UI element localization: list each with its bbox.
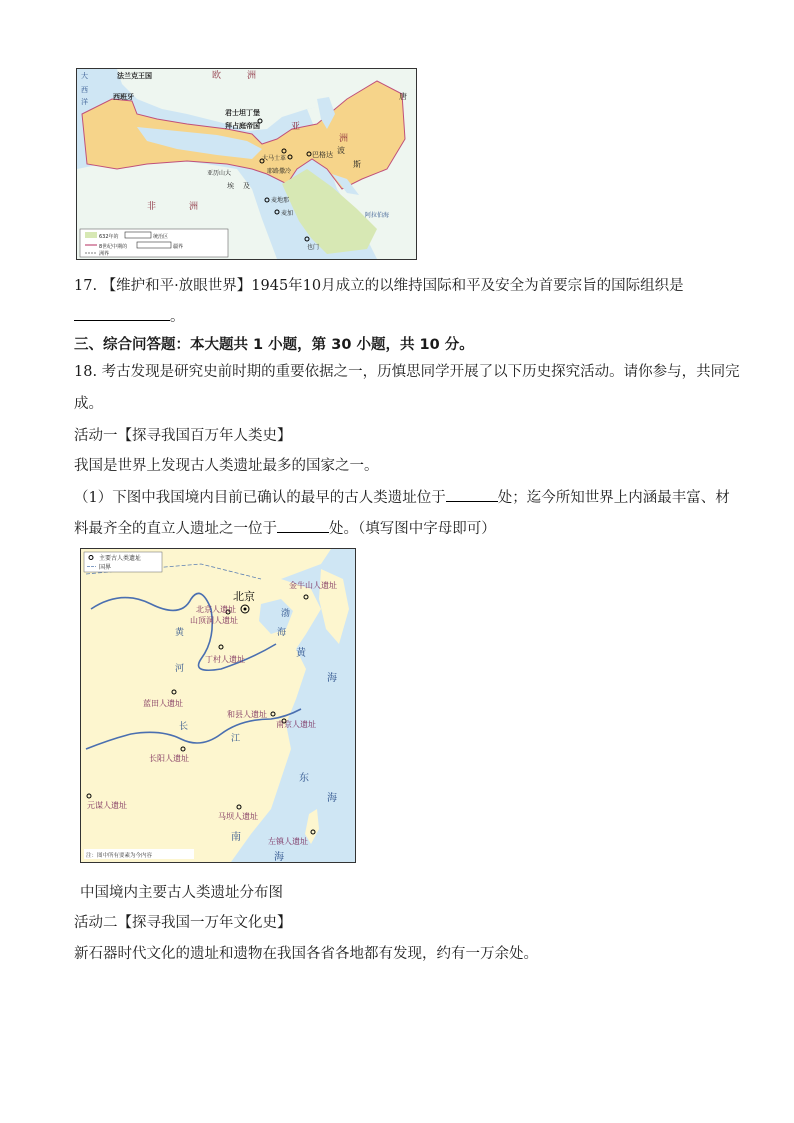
china-sites-map: [80, 548, 356, 863]
q17-end: 。: [170, 309, 185, 325]
legend-row2-suffix: 疆界: [173, 244, 184, 250]
q17-answer-line: [74, 306, 185, 327]
label-da: 大: [81, 72, 88, 80]
question-18-line1: [74, 362, 740, 382]
q17-text: 【维护和平·放眼世界】1945年10月成立的以维持国际和平及安全为首要宗旨的国际组织是: [101, 278, 684, 294]
sub1-part4: 处。（填写图中字母即可）: [329, 521, 496, 537]
map-caption: 中国境内主要古人类遗址分布图: [80, 885, 283, 901]
label-hexian: 和县人遗址: [227, 710, 267, 719]
label-zhou-asia: 洲: [339, 134, 349, 144]
label-ou: 欧: [212, 71, 222, 81]
label-beijing: 北京: [233, 590, 255, 603]
sub-question-1-cont: [74, 518, 496, 539]
label-yuanmou: 元谋人遗址: [87, 801, 127, 810]
activity1-text: 我国是世界上发现古人类遗址最多的国家之一。: [74, 458, 379, 474]
label-nan: 南: [231, 832, 241, 843]
label-maba: 马坝人遗址: [218, 812, 258, 821]
label-bo: 渤: [281, 609, 291, 619]
label-hai-dong: 海: [327, 793, 337, 804]
label-jiang: 江: [231, 734, 241, 744]
label-baghdad: 巴格达: [312, 151, 333, 159]
legend-row3: 洲界: [99, 251, 110, 257]
label-shandingdong: 山顶洞人遗址: [190, 616, 238, 625]
activity2-text: 新石器时代文化的遗址和遗物在我国各省各地都有发现，约有一万余处。: [74, 946, 538, 962]
section-3-title: 三、综合问答题：本大题共 1 小题，第 30 小题，共 10 分。: [74, 337, 474, 353]
label-ya: 亚: [291, 122, 301, 132]
label-byzantine: 拜占庭帝国: [225, 122, 260, 130]
label-jinniushan: 金牛山人遗址: [289, 581, 337, 590]
label-lantian: 蓝田人遗址: [143, 699, 183, 708]
label-fei: 非: [147, 202, 157, 212]
label-dingcun: 丁村人遗址: [205, 655, 245, 664]
q18-line2: 成。: [74, 396, 103, 412]
label-huang-sea: 黄: [296, 648, 306, 659]
label-xi: 西: [81, 86, 88, 94]
label-alexandria: 亚历山大: [207, 170, 232, 177]
activity1-title: 活动一【探寻我国百万年人类史】: [74, 428, 292, 444]
legend-row2-prefix: 8世纪中期的: [99, 244, 128, 250]
label-tang: 唐: [399, 92, 407, 101]
label-dong: 东: [299, 773, 309, 784]
map2-note: 注：图中所有要素为今内容: [86, 853, 153, 859]
q17-number: 17.: [74, 278, 98, 294]
china-sites-map-graphic: [81, 549, 355, 862]
q18-number: 18.: [74, 364, 98, 380]
label-zhou-eu: 洲: [247, 71, 257, 81]
label-yang: 洋: [81, 98, 88, 106]
label-chang: 长: [179, 722, 189, 732]
label-medina: 麦地那: [271, 197, 290, 204]
sub1-blank1[interactable]: [446, 487, 498, 502]
label-changyang: 长阳人遗址: [149, 754, 189, 763]
label-hai-nan: 海: [274, 852, 284, 862]
arab-empire-map-graphic: [77, 69, 416, 259]
legend-border: 国界: [99, 564, 112, 571]
label-jerusalem: 耶路撒冷: [267, 168, 292, 175]
legend-row1-suffix: 统治区: [153, 234, 169, 240]
label-zhou-af: 洲: [189, 202, 199, 212]
sub1-blank2[interactable]: [277, 518, 329, 533]
legend-row1-prefix: 632年的: [99, 234, 119, 240]
activity2-title: 活动二【探寻我国一万年文化史】: [74, 915, 292, 931]
label-he-river: 河: [175, 664, 185, 674]
label-spain: 西班牙: [113, 93, 134, 101]
q18-line1: 考古发现是研究史前时期的重要依据之一，历慎思同学开展了以下历史探究活动。请你参与，共同完: [101, 364, 740, 380]
label-si: 斯: [353, 160, 361, 169]
label-yemen: 也门: [307, 244, 320, 251]
sub1-part1: （1）下图中我国境内目前已确认的最早的古人类遗址位于: [74, 490, 446, 506]
label-ai: 埃: [227, 182, 234, 190]
sub-question-1: [74, 487, 730, 508]
label-hai-huang: 海: [327, 673, 337, 684]
label-damascus: 大马士革: [262, 155, 287, 162]
label-constantinople: 君士坦丁堡: [225, 109, 260, 117]
label-arabian-sea: 阿拉伯海: [365, 212, 390, 219]
label-hai-bo: 海: [277, 628, 287, 638]
label-mecca: 麦加: [281, 210, 294, 217]
label-beijingren: 北京人遗址: [196, 605, 236, 614]
label-nanjing: 南京人遗址: [276, 720, 316, 729]
q17-blank[interactable]: [74, 306, 170, 321]
label-zuozhen: 左镇人遗址: [268, 837, 308, 846]
sub1-part2: 处；迄今所知世界上内涵最丰富、材: [497, 490, 730, 506]
label-bo: 波: [337, 146, 345, 155]
label-frankish: 法兰克王国: [117, 72, 152, 80]
label-huang-river: 黄: [175, 628, 185, 638]
question-17: [74, 276, 684, 296]
arab-empire-map: [76, 68, 417, 260]
sub1-part3: 料最齐全的直立人遗址之一位于: [74, 521, 277, 537]
legend-site: 主要古人类遗址: [99, 555, 142, 562]
label-ji: 及: [243, 182, 250, 190]
